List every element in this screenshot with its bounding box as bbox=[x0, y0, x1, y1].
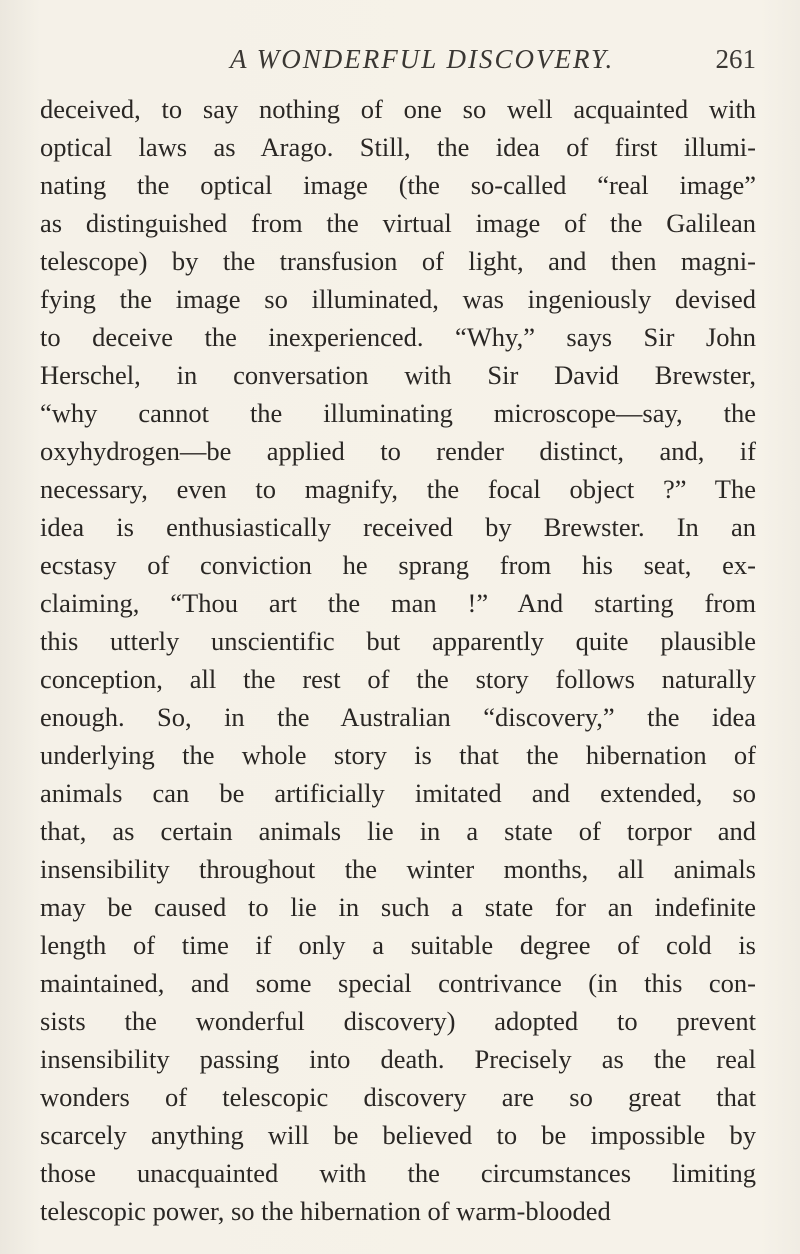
running-title: A WONDERFUL DISCOVERY. bbox=[230, 44, 615, 74]
text-line: insensibility passing into death. Precisely as the real bbox=[40, 1044, 756, 1074]
text-line: scarcely anything will be believed to be impossible by bbox=[40, 1120, 756, 1150]
text-line: idea is enthusiastically received by Brewster. In an bbox=[40, 512, 756, 542]
text-line: oxyhydrogen—be applied to render distinct, and, if bbox=[40, 436, 756, 466]
text-line: necessary, even to magnify, the focal object ?” The bbox=[40, 474, 756, 504]
text-line: sists the wonderful discovery) adopted to prevent bbox=[40, 1006, 756, 1036]
text-line: deceived, to say nothing of one so well acquainted with bbox=[40, 94, 756, 124]
text-line: telescope) by the transfusion of light, and then magni- bbox=[40, 246, 756, 276]
text-line: that, as certain animals lie in a state of torpor and bbox=[40, 816, 756, 846]
text-line: maintained, and some special contrivance (in this con- bbox=[40, 968, 756, 998]
text-line: “why cannot the illuminating microscope—say, the bbox=[40, 398, 756, 428]
running-head bbox=[40, 44, 756, 84]
text-line: claiming, “Thou art the man !” And starting from bbox=[40, 588, 756, 618]
text-line: animals can be artificially imitated and extended, so bbox=[40, 778, 756, 808]
text-line: underlying the whole story is that the hibernation of bbox=[40, 740, 756, 770]
text-line: to deceive the inexperienced. “Why,” says Sir John bbox=[40, 322, 756, 352]
text-line: may be caused to lie in such a state for an indefinite bbox=[40, 892, 756, 922]
page-number: 261 bbox=[715, 44, 756, 74]
text-line: ecstasy of conviction he sprang from his seat, ex- bbox=[40, 550, 756, 580]
body-text bbox=[40, 90, 756, 1230]
text-line: those unacquainted with the circumstances limiting bbox=[40, 1158, 756, 1188]
text-line: telescopic power, so the hibernation of warm-blooded bbox=[40, 1196, 611, 1226]
text-line: fying the image so illuminated, was ingeniously devised bbox=[40, 284, 756, 314]
text-line: Herschel, in conversation with Sir David Brewster, bbox=[40, 360, 756, 390]
text-line: length of time if only a suitable degree of cold is bbox=[40, 930, 756, 960]
text-line: this utterly unscientific but apparently quite plausible bbox=[40, 626, 756, 656]
text-line: enough. So, in the Australian “discovery,” the idea bbox=[40, 702, 756, 732]
text-line: nating the optical image (the so-called “real image” bbox=[40, 170, 756, 200]
text-line: as distinguished from the virtual image of the Galilean bbox=[40, 208, 756, 238]
text-line: conception, all the rest of the story follows naturally bbox=[40, 664, 756, 694]
text-line: insensibility throughout the winter months, all animals bbox=[40, 854, 756, 884]
text-line: optical laws as Arago. Still, the idea of first illumi- bbox=[40, 132, 756, 162]
text-line: wonders of telescopic discovery are so great that bbox=[40, 1082, 756, 1112]
